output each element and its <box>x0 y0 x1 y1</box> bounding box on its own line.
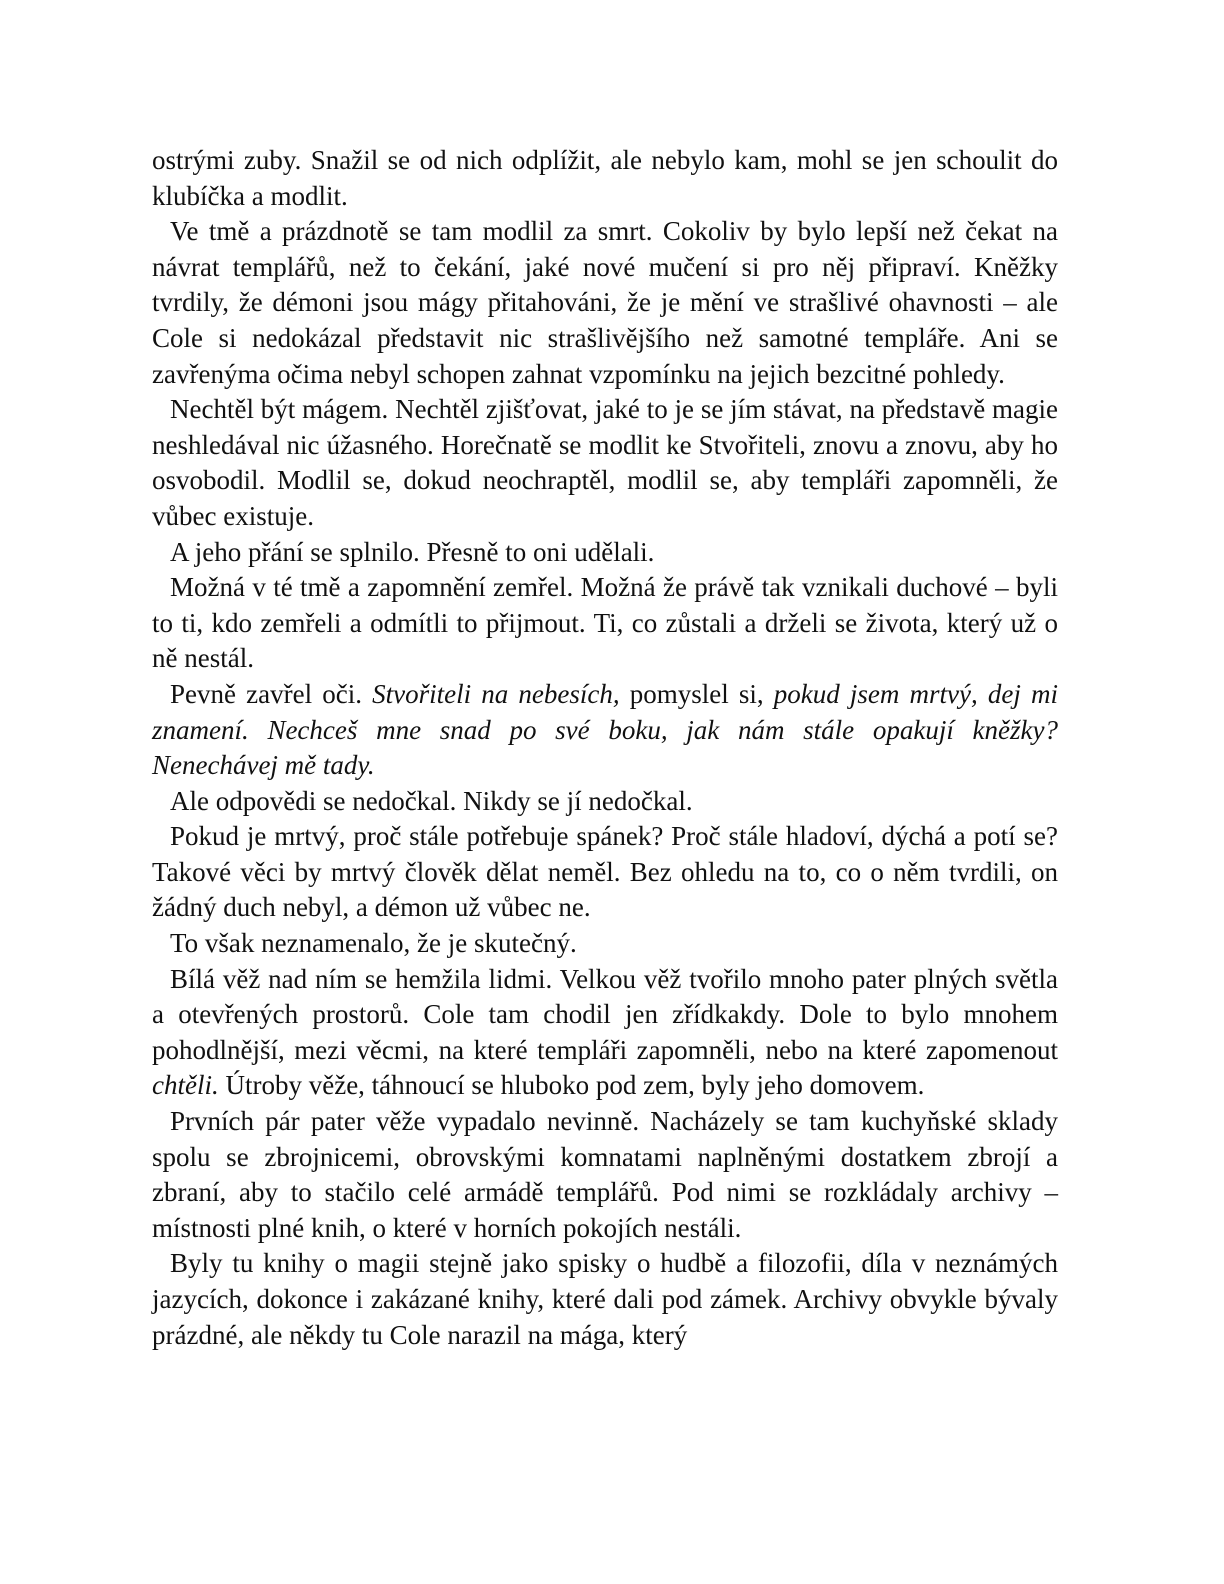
paragraph <box>152 392 1058 534</box>
text-run: Pokud je mrtvý, proč stále potřebuje spánek? Proč stále hladoví, dýchá a potí se? Takové věci by mrtvý člověk dělat neměl. Bez ohledu na to, co o něm tvrdili, on žádný duch nebyl, a démon už vůbec ne. <box>152 821 1058 923</box>
text-run: Útroby věže, táhnoucí se hluboko pod zem, byly jeho domovem. <box>218 1070 925 1101</box>
text-run: Ale odpovědi se nedočkal. Nikdy se jí nedočkal. <box>170 785 693 816</box>
paragraph <box>152 926 1058 962</box>
text-run: ostrými zuby. Snažil se od nich odplížit, ale nebylo kam, mohl se jen schoulit do klubíčka a modlit. <box>152 145 1058 211</box>
text-run: Nechtěl být mágem. Nechtěl zjišťovat, jaké to je se jím stávat, na představě magie neshledával nic úžasného. Horečnatě se modlit ke Stvořiteli, znovu a znovu, aby ho osvobodil. Modlil se, dokud neochraptěl, modlil se, aby templáři zapomněli, že vůbec existuje. <box>152 394 1058 531</box>
document-page <box>152 143 1058 1353</box>
italic-text-run: pokud jsem mrtvý, dej mi znamení. Nechceš mne snad po své boku, jak nám stále opakují kněžky? Nenechávej mě tady. <box>152 678 1059 781</box>
paragraph <box>152 1104 1058 1246</box>
paragraph <box>152 1246 1058 1353</box>
paragraph <box>152 677 1058 784</box>
text-run: Bílá věž nad ním se hemžila lidmi. Velkou věž tvořilo mnoho pater plných světla a otevřených prostorů. Cole tam chodil jen zřídkakdy. Dole to bylo mnohem pohodlnější, mezi věcmi, na které templáři zapomněli, nebo na které zapomenout <box>152 963 1058 1065</box>
text-run: Prvních pár pater věže vypadalo nevinně. Nacházely se tam kuchyňské sklady spolu se zbrojnicemi, obrovskými komnatami naplněnými dostatkem zbrojí a zbraní, aby to stačilo celé armádě templářů. Pod nimi se rozkládaly archivy – místnosti plné knih, o které v horních pokojích nestáli. <box>152 1106 1058 1243</box>
paragraph <box>152 570 1058 677</box>
paragraph <box>152 143 1058 214</box>
text-run: pomyslel si, <box>619 678 774 709</box>
italic-text-run: chtěli. <box>152 1070 219 1101</box>
italic-text-run: Stvořiteli na nebesích, <box>372 678 620 709</box>
text-run: Byly tu knihy o magii stejně jako spisky o hudbě a filozofii, díla v neznámých jazycích, dokonce i zakázané knihy, které dali pod zámek. Archivy obvykle bývaly prázdné, ale někdy tu Cole narazil na mága, který <box>152 1248 1058 1350</box>
text-run: To však neznamenalo, že je skutečný. <box>170 928 577 959</box>
paragraph <box>152 784 1058 820</box>
paragraph <box>152 214 1058 392</box>
paragraph <box>152 962 1058 1104</box>
text-run: A jeho přání se splnilo. Přesně to oni udělali. <box>170 536 655 567</box>
text-run: Ve tmě a prázdnotě se tam modlil za smrt. Cokoliv by bylo lepší než čekat na návrat templářů, než to čekání, jaké nové mučení si pro něj připraví. Kněžky tvrdily, že démoni jsou mágy přitahováni, že je mění ve strašlivé ohavnosti – ale Cole si nedokázal představit nic strašlivějšího než samotné templáře. Ani se zavřenýma očima nebyl schopen zahnat vzpomínku na jejich bezcitné pohledy. <box>152 216 1058 389</box>
text-run: Možná v té tmě a zapomnění zemřel. Možná že právě tak vznikali duchové – byli to ti, kdo zemřeli a odmítli to přijmout. Ti, co zůstali a drželi se života, který už o ně nestál. <box>152 572 1058 674</box>
paragraph <box>152 819 1058 926</box>
text-run: Pevně zavřel oči. <box>170 678 373 709</box>
paragraph <box>152 535 1058 571</box>
